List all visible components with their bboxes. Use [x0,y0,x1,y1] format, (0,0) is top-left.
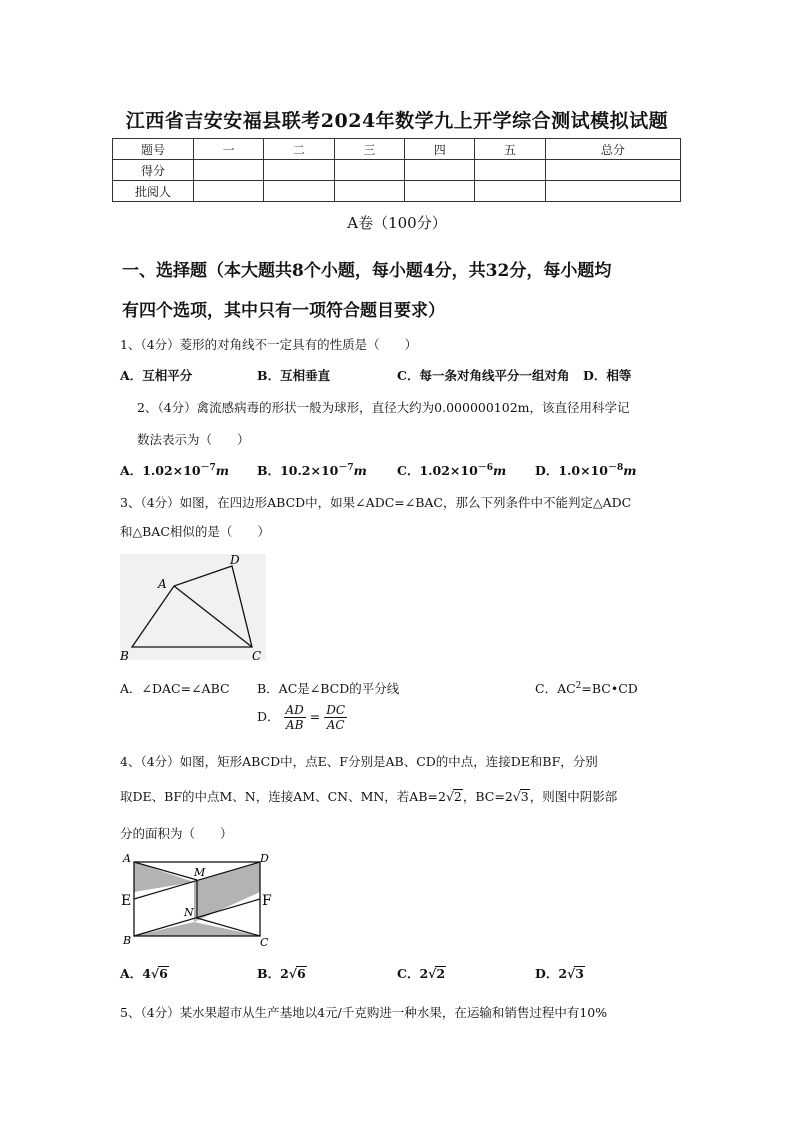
radicand: 2 [436,966,446,981]
score-table [112,138,681,202]
table-cell[interactable] [264,160,334,181]
option-text: C．AC [535,681,576,696]
option-label: A． [120,966,143,981]
q2-option-a[interactable] [120,460,229,479]
radical-coefficient: 2 [419,966,429,981]
table-cell[interactable] [334,181,404,202]
question-4-line3: 分的面积为（ ） [120,826,233,841]
radical-coefficient: 2 [438,789,446,804]
radical-coefficient: 4 [142,966,151,981]
shaded-region [134,922,260,936]
table-cell[interactable] [545,160,680,181]
option-unit: m [623,463,637,479]
table-cell[interactable] [475,160,545,181]
table-cell: 二 [264,139,334,160]
option-label: D． [535,966,559,981]
q3-option-c[interactable] [535,679,638,697]
option-unit: m [493,463,507,479]
table-cell: 三 [334,139,404,160]
fraction-ad-ab [284,703,306,732]
q3-option-d[interactable] [257,703,347,732]
sqrt-icon: √ [150,966,160,981]
vertex-label-c: C [260,936,269,949]
option-unit: m [353,463,367,479]
table-cell: 一 [194,139,264,160]
q1-option-d[interactable]: D．相等 [583,368,632,383]
radicand: 2 [453,789,462,804]
fraction-dc-ac [324,703,347,732]
text-segment: ，BC= [462,789,505,804]
q2-option-b[interactable] [257,460,367,479]
table-row [113,139,681,160]
table-cell[interactable] [405,160,475,181]
q4-option-b[interactable] [257,964,307,982]
q1-option-b[interactable]: B．互相垂直 [257,368,331,383]
question-5-line1: 5、（4分）某水果超市从生产基地以4元/千克购进一种水果，在运输和销售过程中有10% [120,1005,608,1020]
table-cell: 题号 [113,139,194,160]
q3-option-b[interactable]: B．AC是∠BCD的平分线 [257,681,400,696]
numerator: AD [285,703,304,717]
q4-rectangle-figure [118,850,278,950]
point-label-m: M [194,866,206,879]
question-4-line1: 4、（4分）如图，矩形ABCD中，点E、F分别是AB、CD的中点，连接DE和BF，分别 [120,754,598,769]
table-cell[interactable] [194,181,264,202]
vertex-label-d: D [230,553,240,567]
option-label: C． [397,966,420,981]
figure-background [120,554,266,660]
vertex-label-c: C [252,649,262,663]
vertex-label-b: B [123,934,132,947]
sqrt-icon: √ [428,966,437,981]
q4-option-c[interactable] [397,964,446,982]
q4-option-d[interactable] [535,964,585,982]
option-base: B．10.2×10 [257,463,339,479]
shaded-region [134,892,194,952]
exam-title: 江西省吉安安福县联考2024年数学九上开学综合测试模拟试题 [125,110,669,132]
vertex-label-b: B [120,649,129,663]
text-segment: 取DE、BF的中点M、N，连接AM、CN、MN，若AB= [120,789,438,804]
radical-coefficient: 2 [504,789,513,804]
radical-coefficient: 2 [280,966,289,981]
q2-option-c[interactable] [397,460,506,479]
table-cell: 五 [475,139,545,160]
q4-option-a[interactable] [120,964,169,982]
option-unit: m [215,463,230,479]
point-label-f: F [262,893,272,909]
sqrt-icon: √ [288,966,297,981]
table-cell[interactable] [194,160,264,181]
sqrt-icon: √ [445,789,454,804]
option-text: =BC•CD [581,681,638,696]
q2-option-d[interactable] [535,460,636,479]
option-exponent: －8 [607,463,624,473]
vertex-label-d: D [260,852,269,865]
table-row [113,160,681,181]
radicand: 6 [159,966,168,981]
table-cell: 得分 [113,160,194,181]
denominator: AB [285,718,304,732]
option-base: A．1.02×10 [120,463,201,479]
vertex-label-a: A [123,852,131,865]
table-cell[interactable] [545,181,680,202]
option-label: D． [257,709,280,724]
sqrt-icon: √ [512,789,521,804]
radicand: 6 [297,966,306,981]
q1-option-c[interactable]: C．每一条对角线平分一组对角 [397,368,570,383]
table-cell[interactable] [264,181,334,202]
numerator: DC [326,703,346,717]
denominator: AC [326,718,345,732]
option-label: B． [257,966,281,981]
point-label-e: E [121,893,132,909]
option-exponent: －6 [477,463,494,473]
section-heading-line1: 一、选择题（本大题共8个小题，每小题4分，共32分，每小题均 [122,261,612,281]
table-cell: 批阅人 [113,181,194,202]
question-4-line2 [120,787,617,805]
table-cell[interactable] [475,181,545,202]
question-2-line1: 2、（4分）禽流感病毒的形状一般为球形，直径大约为0.000000102m，该直径用科学记 [137,400,630,415]
table-cell: 四 [405,139,475,160]
section-heading-line2: 有四个选项，其中只有一项符合题目要求） [122,301,445,321]
text-segment: ，则图中阴影部 [529,789,618,804]
question-3-line1: 3、（4分）如图，在四边形ABCD中，如果∠ADC=∠BAC，那么下列条件中不能判定△ADC [120,495,632,510]
q3-quadrilateral-figure [118,552,268,664]
option-base: D．1.0×10 [535,463,608,479]
option-exponent: －7 [338,463,354,473]
option-exponent: 2 [575,680,582,691]
q3-option-a[interactable]: A．∠DAC=∠ABC [120,681,230,696]
q1-option-a[interactable]: A．互相平分 [120,368,193,383]
sqrt-icon: √ [567,966,576,981]
option-base: C．1.02×10 [397,463,478,479]
table-row [113,181,681,202]
point-label-n: N [184,906,194,919]
option-exponent: －7 [200,463,216,473]
table-cell[interactable] [405,181,475,202]
table-cell: 总分 [545,139,680,160]
volume-heading: A卷（100分） [347,214,447,232]
radicand: 3 [520,789,529,804]
equals-sign: = [309,709,321,724]
table-cell[interactable] [334,160,404,181]
question-2-line2: 数法表示为（ ） [137,432,250,447]
radicand: 3 [575,966,584,981]
question-1-text: 1、（4分）菱形的对角线不一定具有的性质是（ ） [120,337,418,352]
vertex-label-a: A [158,577,167,591]
radical-coefficient: 2 [558,966,568,981]
question-3-line2: 和△BAC相似的是（ ） [120,524,270,539]
